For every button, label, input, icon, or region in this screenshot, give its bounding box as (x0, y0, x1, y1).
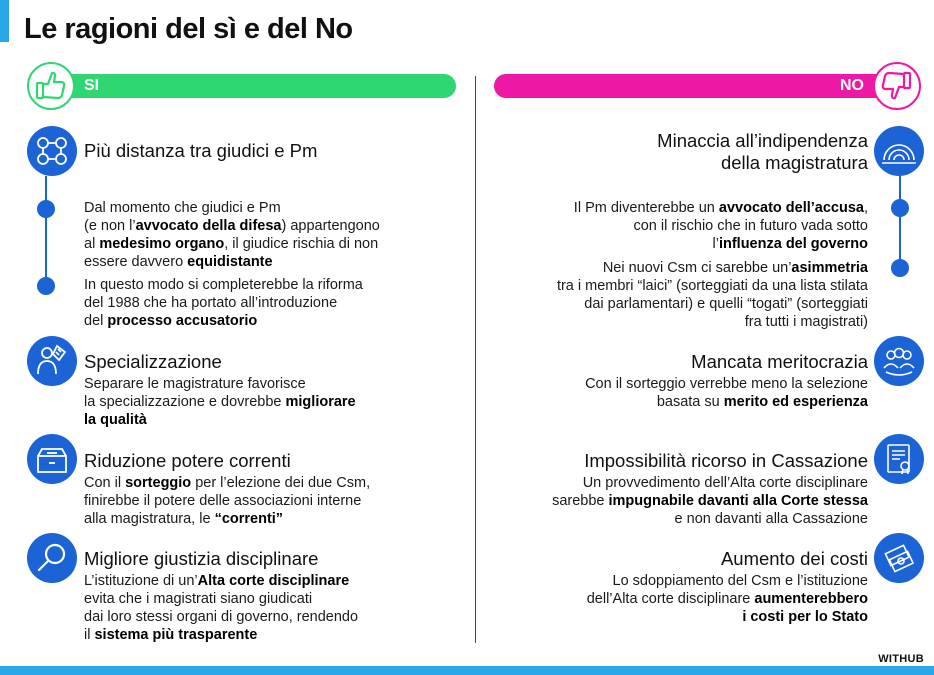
text-run: la specializzazione e dovrebbe (84, 394, 286, 410)
no-heading-indipendenza-line2: della magistratura (720, 152, 868, 173)
si-heading-correnti: Riduzione potere correnti (84, 450, 291, 471)
si-header-bar: SI (52, 74, 456, 98)
magnifier-icon (27, 533, 77, 583)
text-run: Separare le magistrature favorisce (84, 376, 306, 392)
timeline-dot (37, 277, 55, 295)
title-accent-bar (0, 0, 9, 42)
parliament-icon (874, 126, 924, 176)
thumbs-up-icon (27, 62, 75, 110)
timeline-dot (891, 199, 909, 217)
money-icon (874, 533, 924, 583)
text-run: dai loro stessi organi di governo, rendendo (84, 609, 359, 625)
no-text-indipendenza-2 (557, 259, 868, 331)
no-heading-costi: Aumento dei costi (720, 548, 868, 569)
si-heading-distanza: Più distanza tra giudici e Pm (84, 140, 318, 161)
timeline-line (45, 176, 47, 286)
text-run: dell’Alta corte disciplinare (586, 591, 755, 607)
text-run: Lo sdoppiamento del Csm e l’istituzione (612, 573, 868, 589)
bold-text-run: equidistante (187, 254, 273, 270)
text-run: del (84, 313, 108, 329)
timeline-dot (891, 259, 909, 277)
bold-text-run: sistema più trasparente (94, 627, 258, 643)
text-run: alla magistratura, le (84, 511, 215, 527)
bold-text-run: avvocato della difesa (135, 218, 282, 234)
text-run: In questo modo si completerebbe la riforma (84, 277, 363, 293)
text-run: fra tutti i magistrati) (744, 314, 868, 330)
brand-logo: WITHUB (878, 653, 924, 665)
text-run: finirebbe il potere delle associazioni interne (84, 493, 362, 509)
bold-text-run: sorteggio (125, 475, 192, 491)
text-run: del 1988 che ha portato all’introduzione (84, 295, 338, 311)
text-run: per l’elezione dei due Csm, (191, 475, 371, 491)
text-run: Con il (84, 475, 126, 491)
si-heading-specializzazione: Specializzazione (84, 351, 222, 372)
certificate-icon (874, 434, 924, 484)
no-text-meritocrazia (585, 375, 868, 411)
text-run: l’ (712, 236, 719, 252)
text-run: , il giudice rischia di non (224, 236, 379, 252)
connections-icon (27, 126, 77, 176)
text-run: e non davanti alla Cassazione (674, 511, 868, 527)
text-run: con il rischio che in futuro vada sotto (633, 218, 868, 234)
timeline-line (899, 176, 901, 268)
bold-text-run: avvocato dell’accusa (718, 200, 864, 216)
bold-text-run: medesimo organo (99, 236, 225, 252)
text-run: L’istituzione di un’ (84, 573, 198, 589)
text-run: Il Pm diventerebbe un (573, 200, 719, 216)
text-run: , (863, 200, 868, 216)
bold-text-run: migliorare (285, 394, 356, 410)
text-run: basata su (656, 394, 724, 410)
text-run: Con il sorteggio verrebbe meno la selezione (585, 376, 868, 392)
no-header-bar: NO (494, 74, 906, 98)
bottom-accent-bar (0, 666, 934, 675)
text-run: il (84, 627, 95, 643)
no-text-cassazione (552, 474, 868, 528)
bold-text-run: impugnabile davanti alla Corte stessa (608, 493, 868, 509)
text-run: Dal momento che giudici e Pm (84, 200, 281, 216)
ballot-box-icon (27, 434, 77, 484)
si-text-distanza-1 (84, 199, 380, 271)
text-run: al (84, 236, 100, 252)
page-title: Le ragioni del sì e del No (24, 13, 353, 45)
text-run: essere davvero (84, 254, 188, 270)
no-text-indipendenza-1 (574, 199, 868, 253)
si-heading-disciplinare: Migliore giustizia disciplinare (84, 548, 319, 569)
text-run: ) appartengono (281, 218, 380, 234)
text-run: tra i membri “laici” (sorteggiati da una lista stilata (556, 278, 868, 294)
text-run: dai parlamentari) e quelli “togati” (sorteggiati (584, 296, 868, 312)
no-heading-cassazione: Impossibilità ricorso in Cassazione (584, 450, 868, 471)
text-run: (e non l’ (84, 218, 136, 234)
text-run: evita che i magistrati siano giudicati (84, 591, 313, 607)
people-group-icon (874, 336, 924, 386)
si-text-disciplinare (84, 572, 358, 644)
si-text-specializzazione (84, 375, 356, 429)
column-divider (475, 76, 476, 643)
bold-text-run: influenza del governo (718, 236, 868, 252)
bold-text-run: Alta corte disciplinare (197, 573, 350, 589)
no-heading-indipendenza-line1: Minaccia all’indipendenza (657, 130, 868, 151)
bold-text-run: la qualità (84, 412, 147, 428)
bold-text-run: “correnti” (214, 511, 284, 527)
text-run: Nei nuovi Csm ci sarebbe un’ (602, 260, 792, 276)
thumbs-down-icon (873, 62, 921, 110)
bold-text-run: aumenterebbero (754, 591, 868, 607)
no-heading-meritocrazia: Mancata meritocrazia (691, 351, 868, 372)
si-text-distanza-2 (84, 276, 363, 330)
bold-text-run: merito ed esperienza (723, 394, 868, 410)
worker-icon (27, 336, 77, 386)
bold-text-run: processo accusatorio (107, 313, 258, 329)
text-run: sarebbe (552, 493, 609, 509)
si-text-correnti (84, 474, 370, 528)
no-heading-indipendenza (657, 130, 868, 174)
timeline-dot (37, 200, 55, 218)
bold-text-run: asimmetria (791, 260, 868, 276)
bold-text-run: i costi per lo Stato (742, 609, 868, 625)
no-text-costi (587, 572, 868, 626)
text-run: Un provvedimento dell’Alta corte disciplinare (582, 475, 868, 491)
